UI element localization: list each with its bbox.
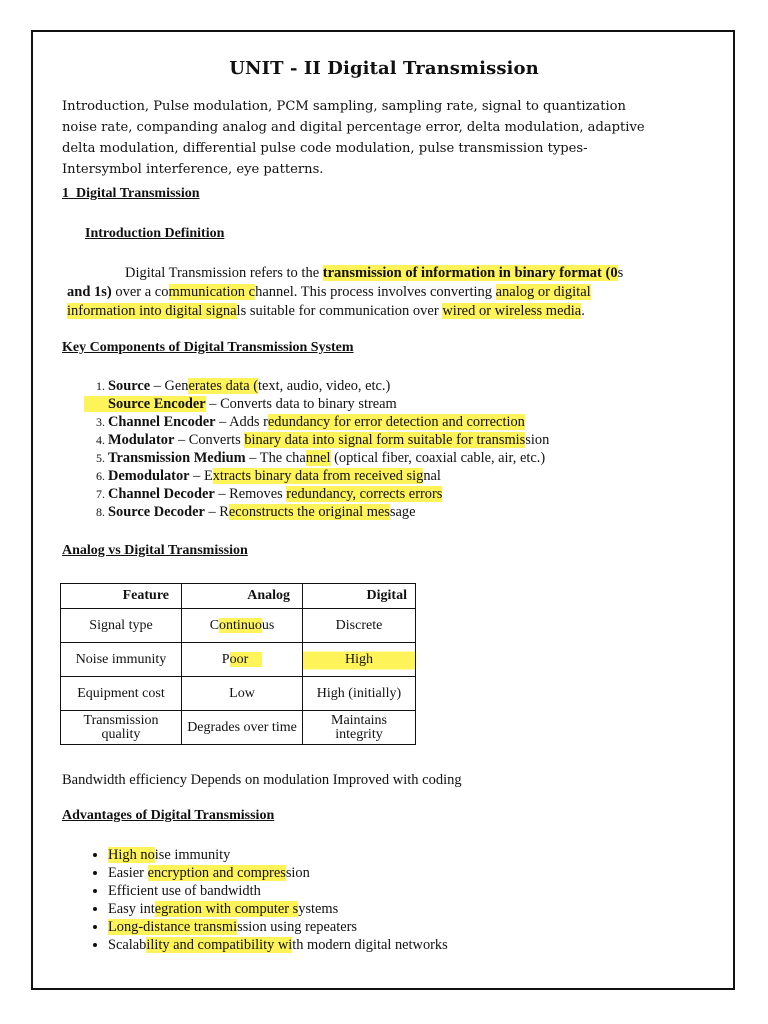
highlight: information into digital signa (67, 303, 237, 319)
list-item: • Efficient use of bandwidth (108, 882, 448, 900)
list-item: • Scalability and compatibility with modern digital networks (108, 936, 448, 954)
highlight: mmunication c (168, 284, 256, 300)
list-item: 4. Modulator – Converts binary data into signal form suitable for transmission (108, 431, 628, 449)
table-cell: High (303, 643, 416, 677)
table-cell: Continuous (182, 609, 303, 643)
table-cell: Discrete (303, 609, 416, 643)
table-cell: Maintains integrity (303, 711, 416, 745)
intro-paragraph: Introduction, Pulse modulation, PCM sampling, sampling rate, signal to quantization noise rate, companding analog and digital percentage error, delta modulation, adaptive delta modulation, differential pulse code modulation, pulse transmission types-Intersymbol interference, eye patterns. (62, 99, 645, 177)
highlight: analog or digital (495, 284, 591, 300)
list-item: • Easy integration with computer systems (108, 900, 448, 918)
components-list (82, 377, 628, 521)
table-cell: Transmission quality (61, 711, 182, 745)
list-item: 6. Demodulator – Extracts binary data from received signal (108, 467, 628, 485)
table-cell: Degrades over time (182, 711, 303, 745)
section-number: 1 (62, 186, 69, 201)
column-header: Feature (61, 584, 182, 609)
list-item: 7. Channel Decoder – Removes redundancy, corrects errors (108, 485, 628, 503)
advantages-list (82, 846, 448, 954)
table-cell: Low (182, 677, 303, 711)
list-item: • Long-distance transmission using repeaters (108, 918, 448, 936)
list-item: 2. Source Encoder – Converts data to binary stream (108, 395, 628, 413)
table-cell: Poor (182, 643, 303, 677)
list-item: 5. Transmission Medium – The channel (optical fiber, coaxial cable, air, etc.) (108, 449, 628, 467)
analog-vs-digital-heading: Analog vs Digital Transmission (62, 543, 248, 558)
list-item: 8. Source Decoder – Reconstructs the original message (108, 503, 628, 521)
table-row (61, 643, 416, 677)
table-cell: Equipment cost (61, 677, 182, 711)
table-row (61, 677, 416, 711)
key-components-heading: Key Components of Digital Transmission System (62, 340, 354, 355)
table-cell: Noise immunity (61, 643, 182, 677)
bandwidth-line: Bandwidth efficiency Depends on modulation Improved with coding (62, 772, 462, 788)
table-row (61, 711, 416, 745)
section-title: Digital Transmission (76, 186, 200, 201)
highlight: transmission of information in binary format (0 (322, 265, 618, 281)
advantages-heading: Advantages of Digital Transmission (62, 808, 275, 823)
list-item: • Easier encryption and compression (108, 864, 448, 882)
table-header-row (61, 584, 416, 609)
list-item: 3. Channel Encoder – Adds redundancy for error detection and correction (108, 413, 628, 431)
section-heading-digital-transmission (62, 186, 200, 202)
column-header: Digital (303, 584, 416, 609)
page-title: UNIT - II Digital Transmission (229, 58, 539, 79)
table-cell: Signal type (61, 609, 182, 643)
list-item: 1. Source – Generates data (text, audio, video, etc.) (108, 377, 628, 395)
column-header: Analog (182, 584, 303, 609)
comparison-table (60, 583, 416, 745)
highlight: wired or wireless media (442, 303, 582, 319)
intro-definition-heading: Introduction Definition (85, 226, 225, 241)
list-item: • High noise immunity (108, 846, 448, 864)
definition-paragraph: Digital Transmission refers to the transmission of information in binary format (0s and 1s) over a communication channel. This process involves converting analog or digital information into digital signals suitable for communication over wired or wireless media. (67, 265, 624, 319)
table-row (61, 609, 416, 643)
table-cell: High (initially) (303, 677, 416, 711)
